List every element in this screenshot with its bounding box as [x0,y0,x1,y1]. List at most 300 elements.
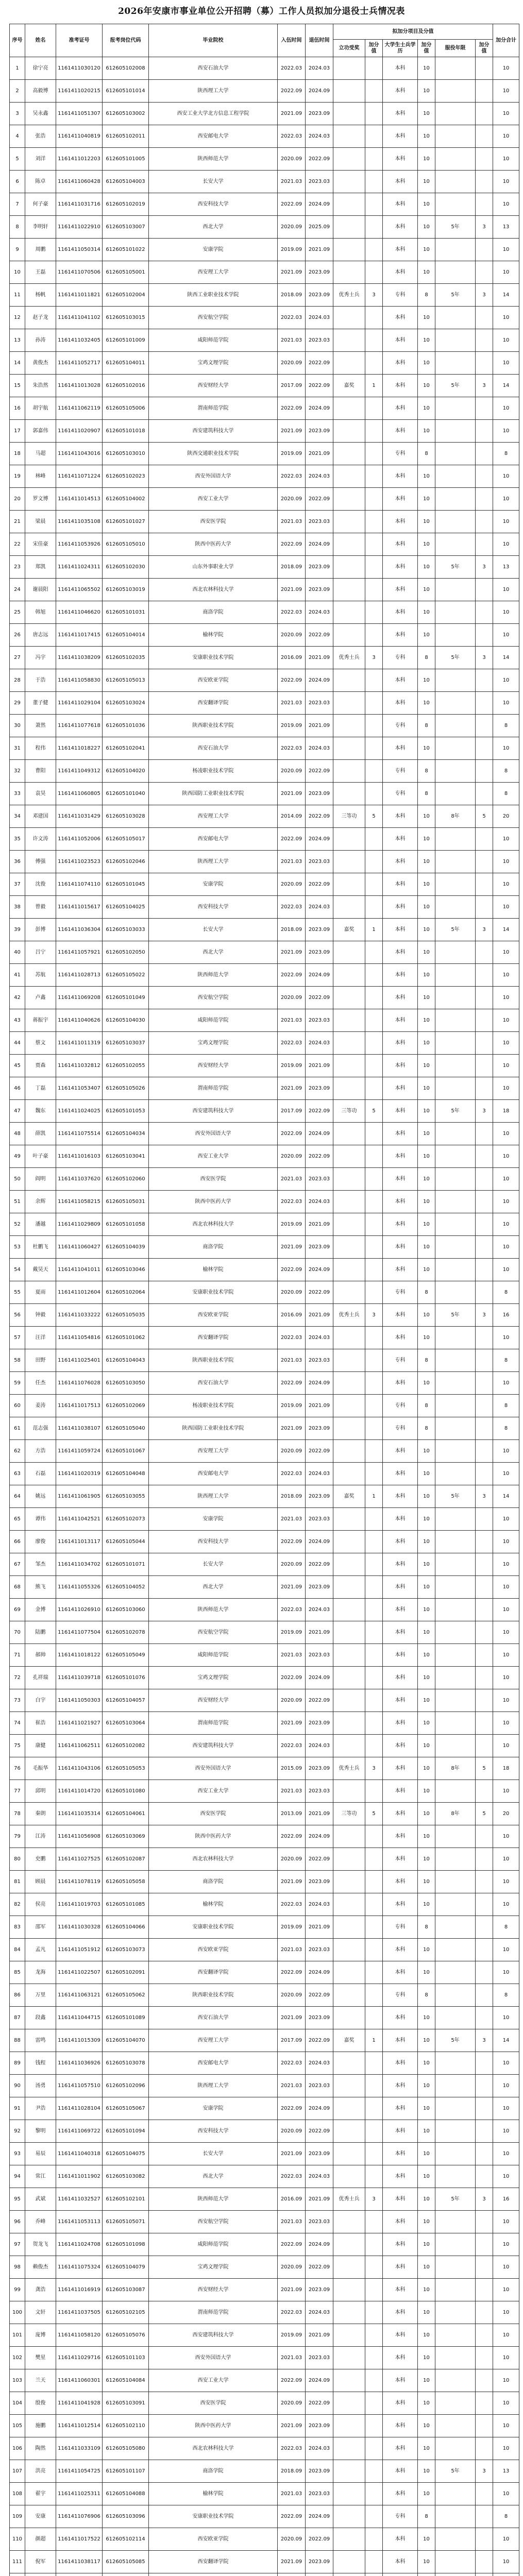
cell-name: 翟宇 [25,2483,56,2505]
cell-service-years [435,511,476,533]
cell-enlist-date: 2021.09 [278,2551,306,2573]
cell-name: 蔡文 [25,1032,56,1055]
cell-exam-number: 1161411054816 [56,1327,103,1349]
cell-school: 安康职业技术学院 [149,1281,278,1304]
cell-service-years: 5年 [435,2188,476,2211]
cell-name: 胡宇航 [25,397,56,420]
cell-name: 兰天 [25,2369,56,2392]
cell-service-points [476,1689,493,1712]
cell-service-years: 5年 [435,556,476,579]
cell-discharge-date: 2023.03 [306,2075,333,2097]
cell-index: 68 [10,1576,25,1599]
cell-exam-number: 1161411037505 [56,2301,103,2324]
cell-total-points: 10 [493,420,519,443]
cell-exam-number: 1161411011902 [56,2165,103,2188]
cell-exam-number: 1161411040318 [56,2143,103,2165]
cell-service-years [435,760,476,783]
cell-index: 35 [10,828,25,851]
table-row [10,941,519,964]
cell-service-points [476,2347,493,2369]
cell-award-points [365,261,383,284]
cell-enlist-date: 2019.09 [278,1055,306,1077]
cell-degree-points: 10 [418,1848,435,1871]
cell-enlist-date: 2021.09 [278,1077,306,1100]
cell-exam-number: 1161411028713 [56,964,103,987]
cell-school: 西安科技大学 [149,2120,278,2143]
cell-award-points [365,1644,383,1667]
cell-index: 109 [10,2505,25,2528]
cell-total-points: 10 [493,828,519,851]
cell-total-points: 10 [493,2233,519,2256]
cell-award-points [365,1599,383,1621]
cell-index: 15 [10,375,25,397]
cell-total-points: 10 [493,2256,519,2279]
cell-service-points [476,2143,493,2165]
cell-award-points [365,2097,383,2120]
cell-degree: 本科 [383,1735,418,1757]
cell-award [333,2211,365,2233]
cell-exam-number: 1161411052717 [56,352,103,375]
cell-award [333,964,365,987]
cell-service-points [476,2324,493,2347]
cell-award [333,1871,365,1893]
cell-service-years [435,579,476,601]
cell-degree: 本科 [383,669,418,692]
cell-school: 西安科技大学 [149,1531,278,1553]
cell-exam-number: 1161411049312 [56,760,103,783]
cell-index: 19 [10,465,25,488]
cell-award [333,2120,365,2143]
cell-service-years [435,851,476,873]
cell-discharge-date: 2023.09 [306,1485,333,1508]
cell-post-code: 612605102050 [103,941,149,964]
cell-total-points: 10 [493,352,519,375]
cell-award [333,2505,365,2528]
cell-service-years [435,1576,476,1599]
table-row [10,1871,519,1893]
cell-degree: 专科 [383,760,418,783]
cell-award [333,80,365,103]
cell-enlist-date: 2022.03 [278,1893,306,1916]
cell-enlist-date: 2021.03 [278,1644,306,1667]
cell-service-years [435,2415,476,2437]
cell-exam-number: 1161411070506 [56,261,103,284]
table-row [10,1893,519,1916]
cell-degree-points: 10 [418,2097,435,2120]
cell-service-points [476,465,493,488]
cell-total-points: 8 [493,715,519,737]
cell-award [333,148,365,171]
cell-post-code: 612605105017 [103,828,149,851]
cell-name: 黄俊杰 [25,352,56,375]
table-row [10,1848,519,1871]
cell-name: 苏航 [25,964,56,987]
cell-enlist-date: 2022.09 [278,2369,306,2392]
cell-enlist-date: 2022.09 [278,2233,306,2256]
cell-index: 8 [10,216,25,239]
cell-exam-number: 1161411024708 [56,2233,103,2256]
cell-index: 81 [10,1871,25,1893]
cell-school: 陕西职业技术学院 [149,1349,278,1372]
cell-degree: 本科 [383,1100,418,1123]
cell-enlist-date: 2018.09 [278,556,306,579]
cell-post-code: 612605104039 [103,1236,149,1259]
cell-index: 107 [10,2460,25,2483]
cell-total-points: 10 [493,2347,519,2369]
cell-service-points [476,873,493,896]
cell-service-years: 5年 [435,284,476,307]
cell-enlist-date: 2014.09 [278,805,306,828]
cell-post-code: 612605101058 [103,1213,149,1236]
cell-service-points [476,579,493,601]
cell-award-points [365,2369,383,2392]
cell-degree-points: 10 [418,2007,435,2029]
cell-award-points [365,828,383,851]
cell-exam-number: 1161411040626 [56,1009,103,1032]
cell-school: 渭南师范学院 [149,1712,278,1735]
cell-degree-points: 10 [418,987,435,1009]
cell-degree-points: 10 [418,216,435,239]
cell-school: 西安理工大学 [149,805,278,828]
cell-exam-number: 1161411058120 [56,2324,103,2347]
cell-enlist-date: 2020.09 [278,2120,306,2143]
cell-service-years [435,261,476,284]
cell-enlist-date: 2018.09 [278,1485,306,1508]
cell-index: 69 [10,1599,25,1621]
cell-post-code: 612605104075 [103,2143,149,2165]
cell-service-years [435,601,476,624]
cell-discharge-date: 2022.09 [306,1984,333,2007]
cell-total-points: 10 [493,1032,519,1055]
cell-service-points [476,329,493,352]
cell-exam-number: 1161411062119 [56,397,103,420]
cell-award-points [365,1281,383,1304]
cell-degree: 本科 [383,2075,418,2097]
cell-index: 6 [10,171,25,193]
header-degree: 大学生士兵学历 [383,40,418,57]
cell-award [333,397,365,420]
cell-exam-number: 1161411019703 [56,1893,103,1916]
cell-service-points [476,783,493,805]
cell-degree-points: 10 [418,737,435,760]
cell-service-points [476,307,493,329]
cell-index: 53 [10,1236,25,1259]
cell-total-points: 10 [493,80,519,103]
cell-exam-number: 1161411038107 [56,1417,103,1440]
cell-exam-number: 1161411078119 [56,1871,103,1893]
cell-award-points [365,896,383,919]
cell-service-points [476,1735,493,1757]
cell-school: 陕西职业技术学院 [149,715,278,737]
cell-post-code: 612605103010 [103,443,149,465]
cell-enlist-date: 2022.09 [278,828,306,851]
cell-service-years [435,2392,476,2415]
cell-service-years [435,987,476,1009]
cell-index: 39 [10,919,25,941]
table-row [10,1961,519,1984]
cell-service-years: 8年 [435,1757,476,1780]
cell-service-points: 5 [476,1757,493,1780]
cell-enlist-date: 2021.03 [278,1508,306,1531]
cell-degree-points: 8 [418,1281,435,1304]
cell-exam-number: 1161411027525 [56,1848,103,1871]
cell-service-years [435,1009,476,1032]
cell-service-points [476,2392,493,2415]
cell-service-points [476,1667,493,1689]
cell-degree: 本科 [383,1213,418,1236]
cell-degree: 本科 [383,511,418,533]
cell-degree-points: 10 [418,352,435,375]
cell-service-years [435,1689,476,1712]
cell-award: 优秀士兵 [333,647,365,669]
cell-exam-number: 1161411076028 [56,1372,103,1395]
table-row [10,511,519,533]
cell-discharge-date: 2023.03 [306,2483,333,2505]
cell-award-points [365,80,383,103]
cell-post-code: 612605105076 [103,2324,149,2347]
cell-index: 98 [10,2256,25,2279]
cell-degree-points: 10 [418,2029,435,2052]
cell-service-points [476,851,493,873]
cell-award-points [365,2437,383,2460]
cell-service-years [435,1123,476,1145]
cell-post-code: 612605105022 [103,964,149,987]
cell-discharge-date: 2021.09 [306,1621,333,1644]
cell-school: 西安航空学院 [149,307,278,329]
cell-award-points [365,103,383,125]
cell-award-points [365,2143,383,2165]
table-row [10,1735,519,1757]
cell-index: 100 [10,2301,25,2324]
cell-exam-number: 1161411029809 [56,1213,103,1236]
cell-degree: 本科 [383,1508,418,1531]
cell-post-code: 612605101076 [103,1667,149,1689]
cell-school: 长安大学 [149,1553,278,1576]
cell-school: 西安邮电大学 [149,2052,278,2075]
cell-award: 三等功 [333,805,365,828]
cell-total-points: 10 [493,1848,519,1871]
cell-award-points [365,1984,383,2007]
table-row [10,2256,519,2279]
cell-total-points: 10 [493,1780,519,1803]
cell-total-points: 8 [493,760,519,783]
cell-name: 庞博 [25,2324,56,2347]
cell-exam-number: 1161411024311 [56,556,103,579]
cell-exam-number: 1161411031429 [56,805,103,828]
cell-degree: 本科 [383,2143,418,2165]
cell-name: 熊飞 [25,1576,56,1599]
cell-award [333,669,365,692]
cell-index: 1 [10,57,25,80]
cell-index: 46 [10,1077,25,1100]
cell-name: 马超 [25,443,56,465]
cell-service-years [435,1871,476,1893]
table-row [10,2324,519,2347]
cell-discharge-date: 2022.09 [306,2029,333,2052]
cell-index: 94 [10,2165,25,2188]
cell-post-code: 612605105013 [103,669,149,692]
cell-exam-number: 1161411017522 [56,2528,103,2551]
cell-index: 41 [10,964,25,987]
cell-post-code: 612605101103 [103,2347,149,2369]
cell-degree: 本科 [383,103,418,125]
table-row [10,964,519,987]
cell-exam-number: 1161411021927 [56,1712,103,1735]
cell-discharge-date: 2023.03 [306,692,333,715]
cell-index: 33 [10,783,25,805]
cell-service-points [476,896,493,919]
cell-award [333,1644,365,1667]
cell-discharge-date: 2022.09 [306,2392,333,2415]
cell-award-points [365,1621,383,1644]
cell-award [333,1395,365,1417]
cell-post-code: 612605105040 [103,1417,149,1440]
cell-index: 71 [10,1644,25,1667]
cell-degree: 本科 [383,2256,418,2279]
cell-degree-points: 10 [418,1780,435,1803]
cell-service-points: 3 [476,1100,493,1123]
cell-award-points [365,2551,383,2573]
cell-enlist-date: 2021.03 [278,2347,306,2369]
cell-enlist-date: 2018.09 [278,2460,306,2483]
cell-degree: 本科 [383,601,418,624]
cell-service-years [435,307,476,329]
cell-name: 赖俊杰 [25,2256,56,2279]
cell-degree: 本科 [383,1077,418,1100]
cell-service-years [435,2143,476,2165]
cell-name: 宋佳豪 [25,533,56,556]
cell-enlist-date: 2022.03 [278,57,306,80]
cell-degree: 本科 [383,1009,418,1032]
cell-school: 西安邮电大学 [149,1463,278,1485]
cell-service-years: 8年 [435,805,476,828]
cell-service-years [435,1848,476,1871]
cell-exam-number: 1161411053113 [56,2211,103,2233]
cell-degree: 本科 [383,216,418,239]
cell-school: 安康学院 [149,2097,278,2120]
cell-service-points [476,2437,493,2460]
table-row [10,1100,519,1123]
cell-award-points [365,1395,383,1417]
cell-post-code: 612605105035 [103,1304,149,1327]
cell-name: 郭嘉伟 [25,420,56,443]
cell-discharge-date: 2024.03 [306,1032,333,1055]
cell-school: 咸阳师范学院 [149,1644,278,1667]
cell-enlist-date: 2021.09 [278,783,306,805]
cell-post-code: 612605103060 [103,1599,149,1621]
cell-degree: 本科 [383,397,418,420]
cell-exam-number: 1161411055326 [56,1576,103,1599]
cell-degree [383,2573,418,2576]
cell-total-points: 10 [493,148,519,171]
cell-post-code: 612605101009 [103,329,149,352]
cell-total-points: 10 [493,2369,519,2392]
cell-award-points [365,1916,383,1939]
cell-service-points [476,987,493,1009]
cell-post-code: 612605102087 [103,1848,149,1871]
cell-school: 杨凌职业技术学院 [149,1395,278,1417]
cell-school: 长安大学 [149,171,278,193]
cell-index: 42 [10,987,25,1009]
cell-school: 长安大学 [149,2143,278,2165]
cell-total-points: 10 [493,2415,519,2437]
cell-award-points [365,2460,383,2483]
cell-discharge-date: 2022.09 [306,2120,333,2143]
cell-discharge-date: 2024.09 [306,533,333,556]
cell-service-years [435,465,476,488]
cell-total-points: 10 [493,2165,519,2188]
cell-service-points [476,964,493,987]
cell-post-code: 612605102073 [103,1508,149,1531]
cell-award [333,783,365,805]
cell-enlist-date: 2020.09 [278,2528,306,2551]
cell-discharge-date: 2024.09 [306,2233,333,2256]
cell-discharge-date: 2023.09 [306,783,333,805]
cell-index: 92 [10,2120,25,2143]
cell-exam-number: 1161411014720 [56,1780,103,1803]
cell-index: 7 [10,193,25,216]
cell-degree-points: 10 [418,1757,435,1780]
cell-total-points: 10 [493,329,519,352]
cell-exam-number [56,2573,103,2576]
cell-exam-number: 1161411077618 [56,715,103,737]
cell-award [333,1168,365,1191]
cell-school: 西安邮电大学 [149,125,278,148]
cell-name: 阎明 [25,1168,56,1191]
table-row [10,896,519,919]
cell-degree-points: 10 [418,1327,435,1349]
cell-enlist-date: 2022.03 [278,1463,306,1485]
cell-name: 陶然 [25,2437,56,2460]
cell-exam-number: 1161411071224 [56,465,103,488]
cell-service-years [435,2075,476,2097]
cell-award-points: 3 [365,1757,383,1780]
cell-discharge-date: 2023.03 [306,1508,333,1531]
cell-award-points [365,601,383,624]
cell-total-points: 10 [493,1939,519,1961]
cell-name: 王磊 [25,261,56,284]
cell-total-points: 14 [493,375,519,397]
cell-school: 商洛学院 [149,2460,278,2483]
cell-discharge-date [306,2573,333,2576]
cell-enlist-date: 2022.09 [278,1259,306,1281]
header-total-points: 加分合计 [493,24,519,57]
cell-school: 陕西中医药大学 [149,2415,278,2437]
cell-school: 西北大学 [149,216,278,239]
cell-total-points: 10 [493,2301,519,2324]
cell-enlist-date: 2021.09 [278,1712,306,1735]
cell-total-points: 10 [493,1621,519,1644]
cell-service-years [435,397,476,420]
cell-award [333,1191,365,1213]
cell-degree: 本科 [383,2301,418,2324]
cell-degree-points: 10 [418,2188,435,2211]
cell-index: 58 [10,1349,25,1372]
cell-exam-number: 1161411051307 [56,103,103,125]
cell-award-points: 5 [365,1100,383,1123]
cell-enlist-date: 2021.03 [278,2211,306,2233]
table-row [10,1236,519,1259]
cell-exam-number: 1161411056908 [56,1825,103,1848]
cell-post-code: 612605104034 [103,1123,149,1145]
cell-award-points [365,148,383,171]
cell-enlist-date: 2016.09 [278,647,306,669]
cell-degree: 本科 [383,1667,418,1689]
cell-total-points: 10 [493,488,519,511]
cell-degree-points: 10 [418,1009,435,1032]
table-row [10,737,519,760]
cell-service-points [476,511,493,533]
